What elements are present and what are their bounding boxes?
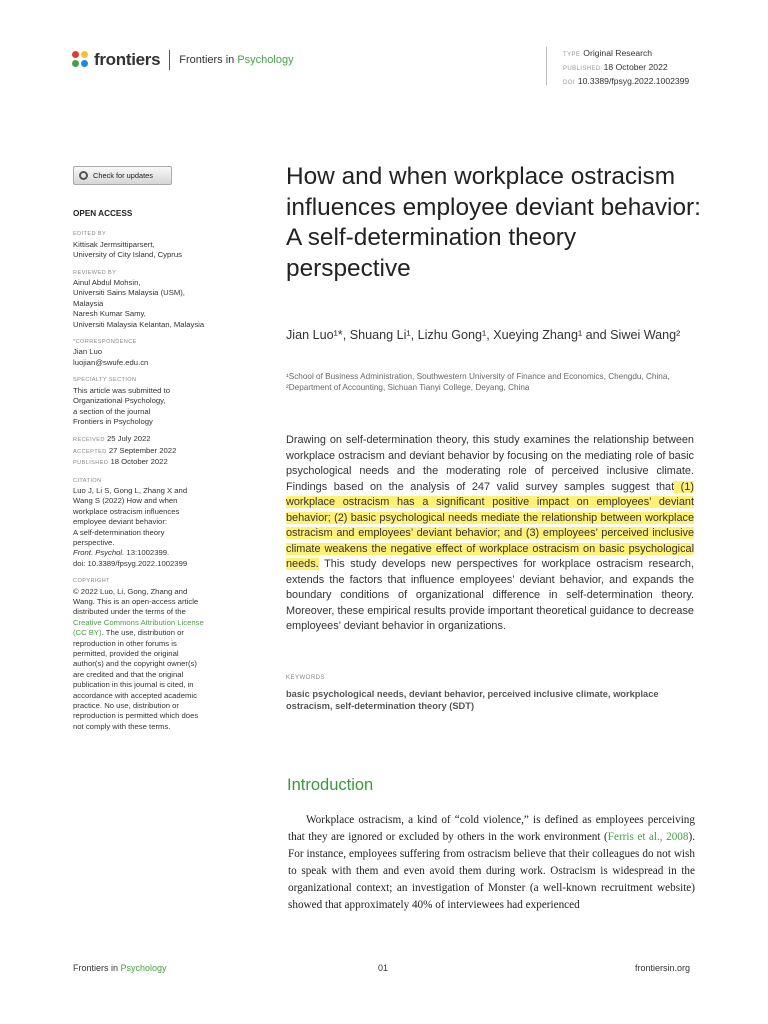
- editor-info: Kittisak Jermsittiparsert, University of City Island, Cyprus: [73, 239, 182, 260]
- open-access-label: OPEN ACCESS: [73, 209, 133, 218]
- article-title: How and when workplace ostracism influences employee deviant behavior: A self-determination theory perspective: [286, 163, 701, 282]
- meta-published: PUBLISHED 18 October 2022: [563, 62, 668, 72]
- citation-link[interactable]: Ferris et al., 2008: [607, 831, 689, 843]
- copyright-label: COPYRIGHT: [73, 578, 110, 585]
- specialty-info: This article was submitted to Organizational Psychology, a section of the journal Frontiers in Psychology: [73, 385, 170, 426]
- article-info-sidebar: [73, 205, 243, 732]
- reviewer-info: Ainul Abdul Mohsin, Universiti Sains Malaysia (USM), Malaysia Naresh Kumar Samy, Universiti Malaysia Kelantan, Malaysia: [73, 278, 205, 329]
- meta-doi: DOI 10.3389/fpsyg.2022.1002399: [563, 76, 690, 86]
- abstract-highlight: (1) workplace ostracism has a significant positive impact on employees’ deviant behavior; (2) basic psychological needs mediate the relationship between workplace ostracism and employees’ deviant behavior; and (3) employees’ perceived inclusive climate weakens the negative effect of workplace ostracism on basic psychological needs.: [286, 480, 694, 570]
- page-number: 01: [378, 963, 389, 973]
- author-list: Jian Luo¹*, Shuang Li¹, Lizhu Gong¹, Xueying Zhang¹ and Siwei Wang²: [286, 328, 681, 342]
- affiliations: ¹School of Business Administration, Southwestern University of Finance and Economics, Chengdu, China, ²Department of Accounting, Sichuan Tianyi College, Deyang, China: [286, 372, 670, 392]
- published-date: PUBLISHED 18 October 2022: [73, 457, 168, 467]
- copyright-text: © 2022 Luo, Li, Gong, Zhang and Wang. This is an open-access article distributed under the terms of the Creative Commons Attribution License (CC BY). The use, distribution or reproduction in other forums is permitted, provided the original author(s) and the copyright owner(s) are credited and that the original publication in this journal is cited, in accordance with accepted academic practice. No use, distribution or reproduction is permitted which does not comply with these terms.: [73, 586, 204, 731]
- keywords: basic psychological needs, deviant behavior, perceived inclusive climate, workplace ostracism, self-determination theory (SDT): [286, 689, 659, 711]
- frontiers-logo-icon: [72, 51, 90, 69]
- correspondence-info[interactable]: Jian Luo luojian@swufe.edu.cn: [73, 347, 149, 367]
- specialty-label: SPECIALTY SECTION: [73, 377, 137, 384]
- section-heading-introduction: Introduction: [287, 776, 374, 794]
- introduction-paragraph: Workplace ostracism, a kind of “cold violence,” is defined as employees perceiving that they are ignored or excluded by others in the work environment (Ferris et al., 2008). For instance, employees suffering from ostracism believe that their colleagues do not wish to speak with them and even avoid them during work. Ostracism is widespread in the organizational context; an investigation of Monster (a well-known recruitment website) showed that approximately 40% of interviewees had experienced: [288, 814, 696, 911]
- correspondence-label: *CORRESPONDENCE: [73, 339, 137, 346]
- article-meta: [546, 47, 689, 85]
- check-updates-icon: [79, 171, 88, 180]
- license-link[interactable]: Creative Commons Attribution License (CC BY): [73, 617, 204, 638]
- keywords-label: KEYWORDS: [286, 675, 326, 681]
- reviewed-by-label: REVIEWED BY: [73, 269, 117, 276]
- received-date: RECEIVED 25 July 2022: [73, 434, 151, 444]
- footer-site-link[interactable]: frontiersin.org: [635, 963, 691, 973]
- brand-name: frontiers: [94, 50, 161, 69]
- frontiers-logo[interactable]: [72, 50, 294, 70]
- divider: [169, 50, 170, 70]
- accepted-date: ACCEPTED 27 September 2022: [73, 445, 177, 455]
- footer-journal: Frontiers in Psychology: [73, 963, 167, 973]
- citation-text: Luo J, Li S, Gong L, Zhang X and Wang S (2022) How and when workplace ostracism influences employee deviant behavior: A self-determination theory perspective. Front. Psychol. 13:1002399. doi: 10.3389/fpsyg.2022.1002399: [73, 485, 188, 568]
- meta-type: TYPE Original Research: [563, 48, 653, 58]
- check-for-updates-button[interactable]: Check for updates: [73, 166, 172, 185]
- abstract: Drawing on self-determination theory, this study examines the relationship between workplace ostracism and deviant behavior by focusing on the mediating role of basic psychological needs and the moderating role of perceived inclusive climate. Findings based on the analysis of 247 valid survey samples suggest that (1) workplace ostracism has a significant positive impact on employees’ deviant behavior; (2) basic psychological needs mediate the relationship between workplace ostracism and employees’ deviant behavior; and (3) employees’ perceived inclusive climate weakens the negative effect of workplace ostracism on basic psychological needs. This study develops new perspectives for workplace ostracism research, extends the factors that influence employees’ deviant behavior, and expands the boundary conditions of organizational difference in self-determination theory. Moreover, these empirical results provide important theoretical guidance to decrease employees’ deviant behavior in organizations.: [286, 434, 694, 632]
- journal-name: Frontiers in Psychology: [179, 54, 294, 66]
- edited-by-label: EDITED BY: [73, 231, 107, 238]
- dates: [73, 434, 243, 468]
- citation-label: CITATION: [73, 477, 102, 484]
